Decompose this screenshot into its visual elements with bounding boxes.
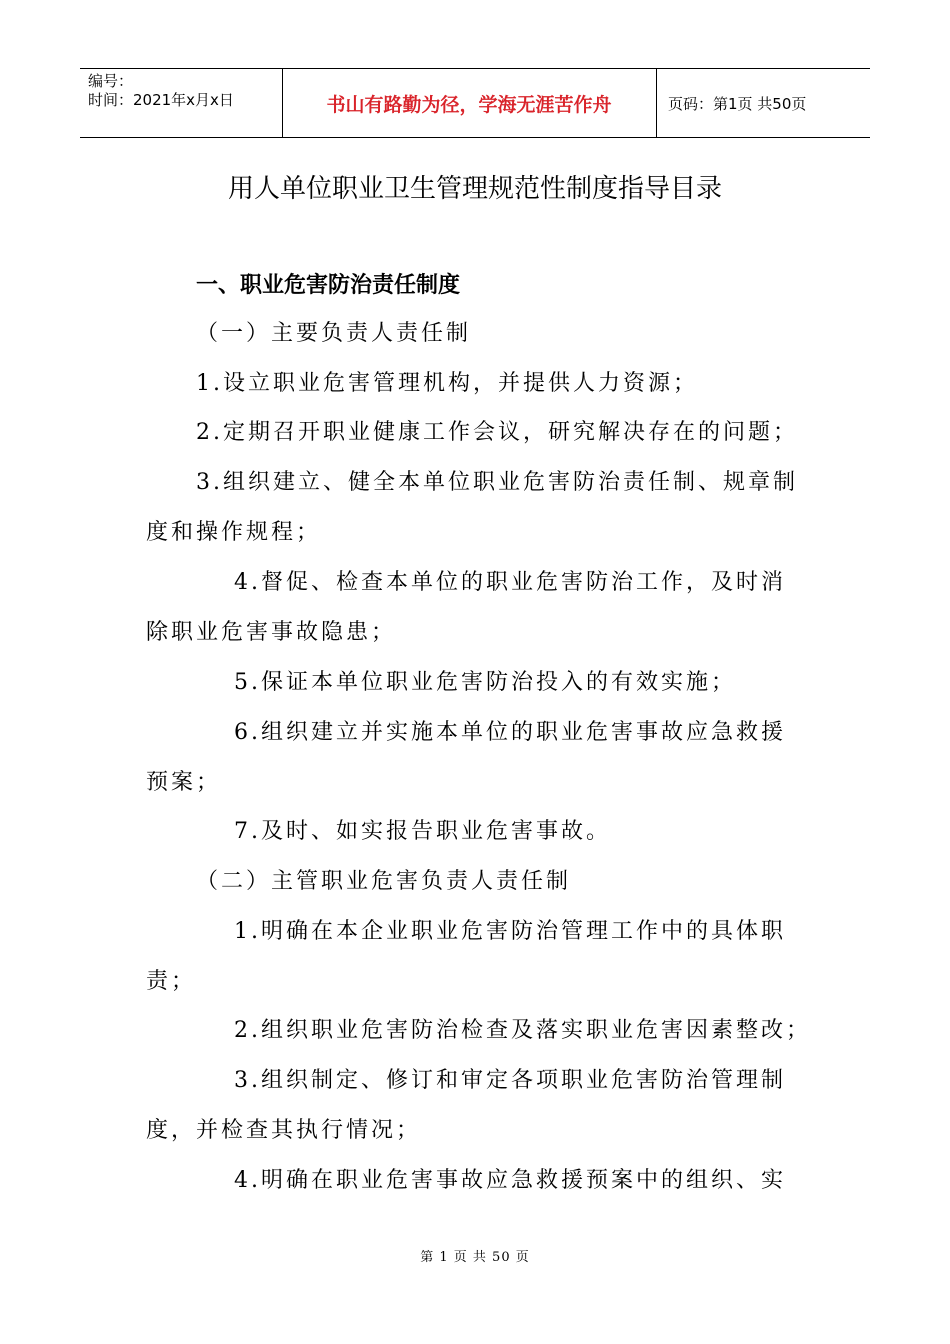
list-item-continuation: 度和操作规程；	[146, 520, 322, 545]
subsection-heading: （二）主管职业危害负责人责任制	[196, 869, 572, 894]
list-item: 3.组织建立、健全本单位职业危害防治责任制、规章制	[196, 470, 798, 495]
document-header-table	[80, 68, 870, 138]
header-motto: 书山有路勤为径，学海无涯苦作舟	[326, 93, 612, 116]
list-item-continuation: 责；	[146, 969, 197, 994]
list-item: 2.定期召开职业健康工作会议，研究解决存在的问题；	[196, 420, 798, 445]
list-item: 3.组织制定、修订和审定各项职业危害防治管理制	[234, 1068, 786, 1093]
list-item-continuation: 度，并检查其执行情况；	[146, 1118, 422, 1143]
header-divider	[656, 69, 657, 137]
list-item: 5.保证本单位职业危害防治投入的有效实施；	[234, 670, 736, 695]
list-item-continuation: 预案；	[146, 770, 222, 795]
list-item: 4.督促、检查本单位的职业危害防治工作，及时消	[234, 570, 786, 595]
list-item: 2.组织职业危害防治检查及落实职业危害因素整改；	[234, 1018, 811, 1043]
document-title: 用人单位职业卫生管理规范性制度指导目录	[227, 174, 722, 204]
list-item: 7.及时、如实报告职业危害事故。	[234, 819, 611, 844]
list-item: 4.明确在职业危害事故应急救援预案中的组织、实	[234, 1168, 786, 1193]
page-footer: 第 1 页 共 50 页	[420, 1250, 530, 1265]
document-number-label: 编号：	[88, 72, 134, 90]
list-item-continuation: 除职业危害事故隐患；	[146, 620, 397, 645]
header-meta	[88, 69, 278, 140]
document-date-label: 时间：2021年x月x日	[88, 91, 234, 109]
header-divider	[282, 69, 283, 137]
list-item: 1.明确在本企业职业危害防治管理工作中的具体职	[234, 919, 786, 944]
section-heading: 一、职业危害防治责任制度	[196, 273, 461, 298]
list-item: 1.设立职业危害管理机构，并提供人力资源；	[196, 371, 698, 396]
header-page-info: 页码：第1页 共50页	[668, 94, 807, 113]
list-item: 6.组织建立并实施本单位的职业危害事故应急救援	[234, 720, 786, 745]
subsection-heading: （一）主要负责人责任制	[196, 321, 472, 346]
